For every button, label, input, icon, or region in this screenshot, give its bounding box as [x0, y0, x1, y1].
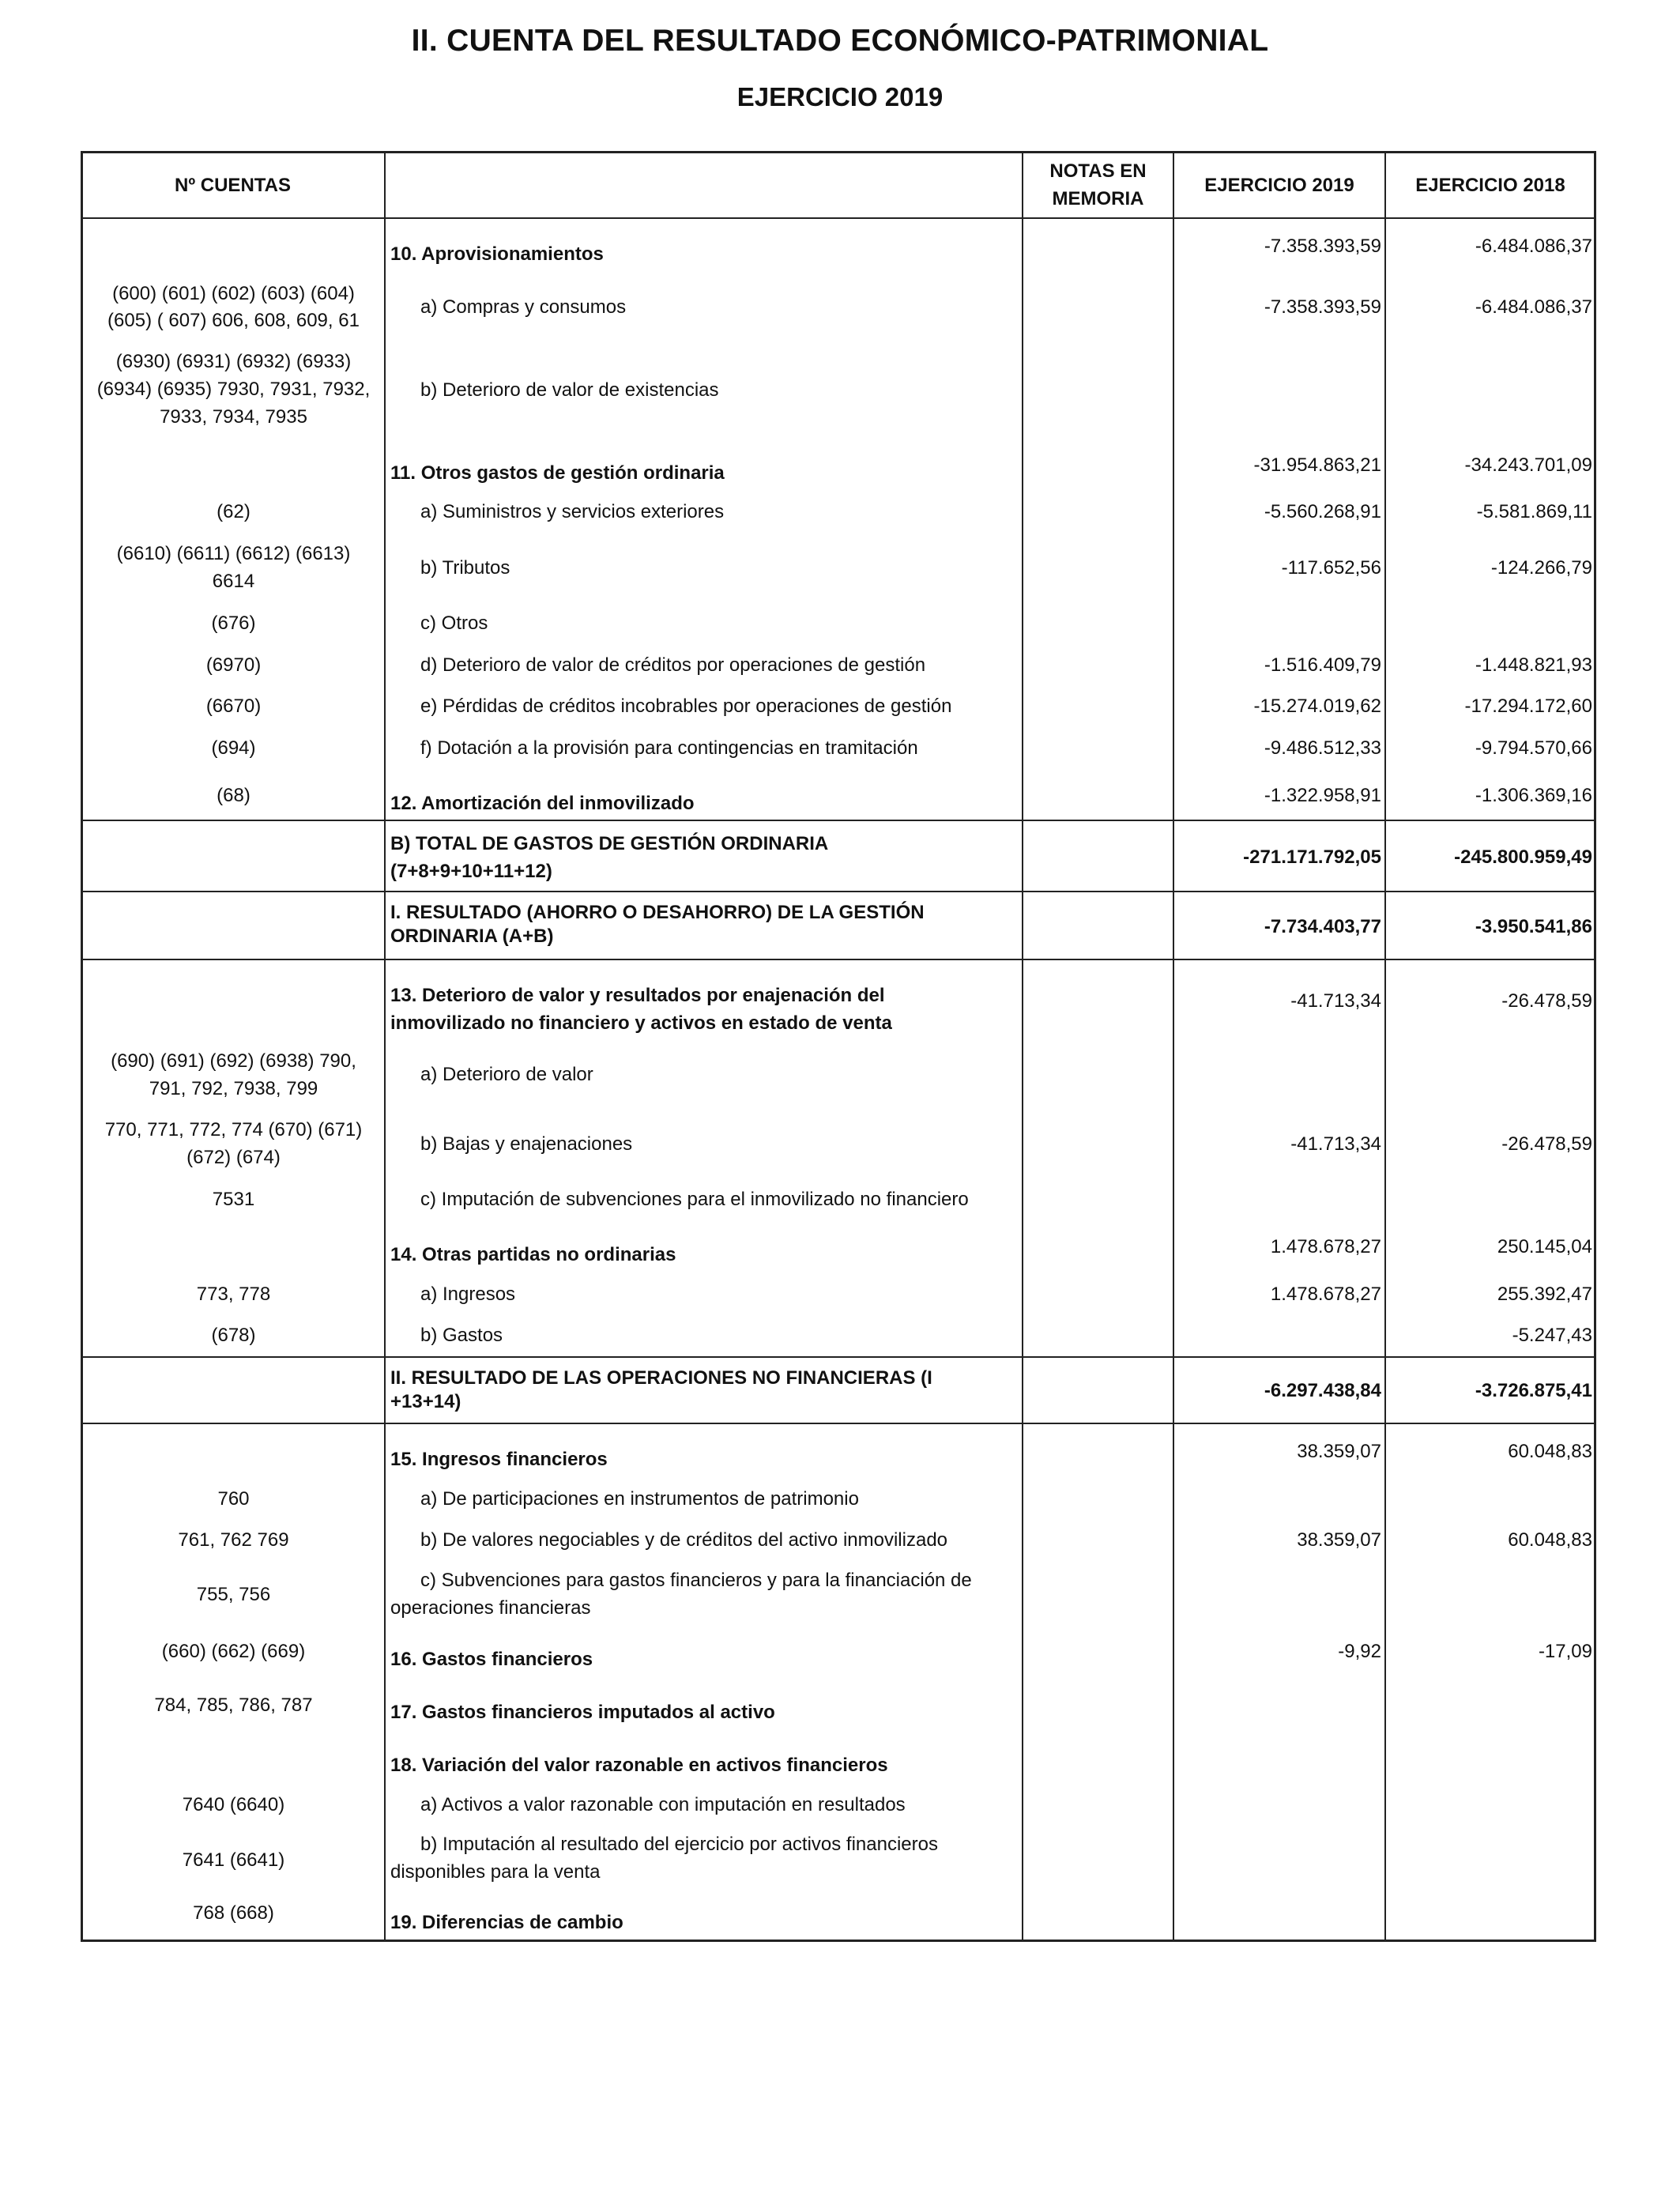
account-codes: (600) (601) (602) (603) (604)	[112, 283, 355, 304]
row-label-15c-line1: c) Subvenciones para gastos financieros y para la financiación de	[420, 1570, 972, 1591]
total-b-2018: -245.800.959,49	[1454, 846, 1592, 868]
account-codes: 6614	[212, 571, 255, 592]
total-b-2019: -271.171.792,05	[1243, 846, 1381, 868]
row-label-15b: b) De valores negociables y de créditos del activo inmovilizado	[420, 1529, 948, 1551]
account-codes: (678)	[211, 1325, 256, 1346]
value-2018: -17,09	[1538, 1641, 1592, 1662]
value-2019: 1.478.678,27	[1270, 1236, 1381, 1257]
row-label-18b-line2: disponibles para la venta	[390, 1861, 601, 1883]
row-label-11c: c) Otros	[420, 613, 488, 634]
header-notes-line2: MEMORIA	[1052, 188, 1144, 209]
row-label-11f: f) Dotación a la provisión para contingencias en tramitación	[420, 737, 918, 759]
account-codes: (62)	[217, 501, 250, 522]
row-label-13-line2: inmovilizado no financiero y activos en estado de venta	[390, 1012, 892, 1034]
header-notes-line1: NOTAS EN	[1049, 160, 1147, 182]
row-label-15c-line2: operaciones financieras	[390, 1597, 591, 1619]
value-2019: -31.954.863,21	[1253, 454, 1381, 476]
value-2019: -5.560.268,91	[1264, 501, 1381, 522]
row-label-13a: a) Deterioro de valor	[420, 1064, 593, 1085]
value-2019: -15.274.019,62	[1253, 696, 1381, 717]
account-codes: 7531	[212, 1189, 255, 1210]
result-i-2019: -7.734.403,77	[1264, 916, 1381, 937]
value-2018: 255.392,47	[1497, 1284, 1592, 1305]
account-codes: 770, 771, 772, 774 (670) (671)	[104, 1119, 363, 1140]
row-label-16: 16. Gastos financieros	[390, 1649, 593, 1670]
value-2019: 38.359,07	[1297, 1529, 1381, 1551]
value-2019: -1.516.409,79	[1264, 654, 1381, 676]
value-2019: -7.358.393,59	[1264, 296, 1381, 318]
result-ii-label-line1: II. RESULTADO DE LAS OPERACIONES NO FINANCIERAS (I	[390, 1367, 932, 1389]
value-2018: -5.581.869,11	[1476, 501, 1592, 522]
account-codes: (6670)	[205, 696, 262, 717]
header-2018: EJERCICIO 2018	[1415, 175, 1565, 196]
value-2018: -26.478,59	[1501, 1133, 1592, 1155]
account-codes: (6610) (6611) (6612) (6613)	[116, 543, 351, 564]
col-divider	[1173, 151, 1174, 1942]
total-b-label-line2: (7+8+9+10+11+12)	[390, 861, 552, 882]
account-codes: (672) (674)	[186, 1147, 281, 1168]
account-codes: 761, 762 769	[178, 1529, 289, 1551]
value-2018: -1.306.369,16	[1475, 785, 1592, 806]
value-2019: 38.359,07	[1297, 1441, 1381, 1462]
account-codes: 7641 (6641)	[182, 1849, 285, 1871]
row-divider	[81, 1356, 1596, 1358]
account-codes: 773, 778	[196, 1284, 271, 1305]
col-divider	[1022, 151, 1023, 1942]
result-i-2018: -3.950.541,86	[1475, 916, 1592, 937]
row-divider	[81, 959, 1596, 960]
account-codes: 755, 756	[196, 1584, 271, 1605]
account-codes: 791, 792, 7938, 799	[149, 1078, 318, 1099]
row-label-19: 19. Diferencias de cambio	[390, 1912, 623, 1933]
row-label-15: 15. Ingresos financieros	[390, 1449, 608, 1470]
account-codes: (605) ( 607) 606, 608, 609, 61	[107, 310, 360, 331]
row-label-13c: c) Imputación de subvenciones para el inmovilizado no financiero	[420, 1189, 969, 1210]
row-divider	[81, 1423, 1596, 1424]
account-codes: (690) (691) (692) (6938) 790,	[111, 1050, 356, 1072]
row-label-18: 18. Variación del valor razonable en activos financieros	[390, 1755, 888, 1776]
value-2018: -6.484.086,37	[1475, 236, 1592, 257]
account-codes: (6934) (6935) 7930, 7931, 7932,	[96, 379, 371, 400]
row-divider	[81, 891, 1596, 892]
value-2019: -7.358.393,59	[1264, 236, 1381, 257]
value-2018: -1.448.821,93	[1475, 654, 1592, 676]
row-label-14a: a) Ingresos	[420, 1284, 516, 1305]
account-codes: (694)	[211, 737, 256, 759]
account-codes: (6930) (6931) (6932) (6933)	[115, 351, 352, 372]
row-label-10b: b) Deterioro de valor de existencias	[420, 379, 719, 401]
header-2019: EJERCICIO 2019	[1204, 175, 1354, 196]
row-label-12: 12. Amortización del inmovilizado	[390, 793, 695, 814]
account-codes: 7640 (6640)	[182, 1794, 285, 1815]
account-codes: (676)	[211, 613, 256, 634]
value-2018: 250.145,04	[1497, 1236, 1592, 1257]
page-subtitle: EJERCICIO 2019	[736, 82, 944, 111]
result-i-label-line2: ORDINARIA (A+B)	[390, 925, 554, 947]
value-2018: -26.478,59	[1501, 990, 1592, 1012]
value-2019: -9,92	[1338, 1641, 1381, 1662]
value-2018: -6.484.086,37	[1475, 296, 1592, 318]
row-label-17: 17. Gastos financieros imputados al activo	[390, 1702, 775, 1723]
row-label-10: 10. Aprovisionamientos	[390, 243, 604, 265]
value-2018: 60.048,83	[1508, 1529, 1592, 1551]
row-label-15a: a) De participaciones en instrumentos de patrimonio	[420, 1488, 859, 1510]
value-2019: -117.652,56	[1281, 557, 1381, 579]
value-2018: 60.048,83	[1508, 1441, 1592, 1462]
value-2019: -41.713,34	[1290, 990, 1381, 1012]
row-label-13-line1: 13. Deterioro de valor y resultados por enajenación del	[390, 985, 885, 1006]
header-accounts: Nº CUENTAS	[175, 175, 291, 196]
row-divider	[81, 820, 1596, 821]
row-label-11e: e) Pérdidas de créditos incobrables por operaciones de gestión	[420, 696, 952, 717]
row-label-14: 14. Otras partidas no ordinarias	[390, 1244, 676, 1265]
row-label-11a: a) Suministros y servicios exteriores	[420, 501, 725, 522]
page-title: II. CUENTA DEL RESULTADO ECONÓMICO-PATRIMONIAL	[411, 24, 1269, 58]
value-2018: -9.794.570,66	[1475, 737, 1592, 759]
result-ii-2019: -6.297.438,84	[1264, 1380, 1381, 1401]
row-label-10a: a) Compras y consumos	[420, 296, 627, 318]
row-label-18b-line1: b) Imputación al resultado del ejercicio por activos financieros	[420, 1834, 938, 1855]
account-codes: 768 (668)	[193, 1902, 274, 1924]
row-label-18a: a) Activos a valor razonable con imputación en resultados	[420, 1794, 906, 1815]
row-label-14b: b) Gastos	[420, 1325, 503, 1346]
result-i-label-line1: I. RESULTADO (AHORRO O DESAHORRO) DE LA GESTIÓN	[390, 902, 925, 923]
result-ii-2018: -3.726.875,41	[1475, 1380, 1592, 1401]
row-label-13b: b) Bajas y enajenaciones	[420, 1133, 633, 1155]
account-codes: 784, 785, 786, 787	[154, 1695, 313, 1716]
value-2018: -124.266,79	[1490, 557, 1592, 579]
account-codes: (660) (662) (669)	[161, 1641, 306, 1662]
total-b-label-line1: B) TOTAL DE GASTOS DE GESTIÓN ORDINARIA	[390, 833, 829, 854]
row-label-11b: b) Tributos	[420, 557, 510, 579]
row-divider	[81, 217, 1596, 219]
row-label-11d: d) Deterioro de valor de créditos por operaciones de gestión	[420, 654, 926, 676]
col-divider	[1384, 151, 1386, 1942]
value-2019: -9.486.512,33	[1264, 737, 1381, 759]
value-2018: -17.294.172,60	[1464, 696, 1592, 717]
account-codes: (68)	[217, 785, 250, 806]
result-ii-label-line2: +13+14)	[390, 1391, 461, 1412]
value-2019: 1.478.678,27	[1270, 1284, 1381, 1305]
value-2019: -41.713,34	[1290, 1133, 1381, 1155]
account-codes: 760	[217, 1488, 250, 1510]
value-2018: -34.243.701,09	[1464, 454, 1592, 476]
value-2019: -1.322.958,91	[1264, 785, 1381, 806]
row-label-11: 11. Otros gastos de gestión ordinaria	[390, 462, 725, 484]
account-codes: 7933, 7934, 7935	[160, 406, 307, 428]
value-2018: -5.247,43	[1512, 1325, 1592, 1346]
account-codes: (6970)	[205, 654, 262, 676]
